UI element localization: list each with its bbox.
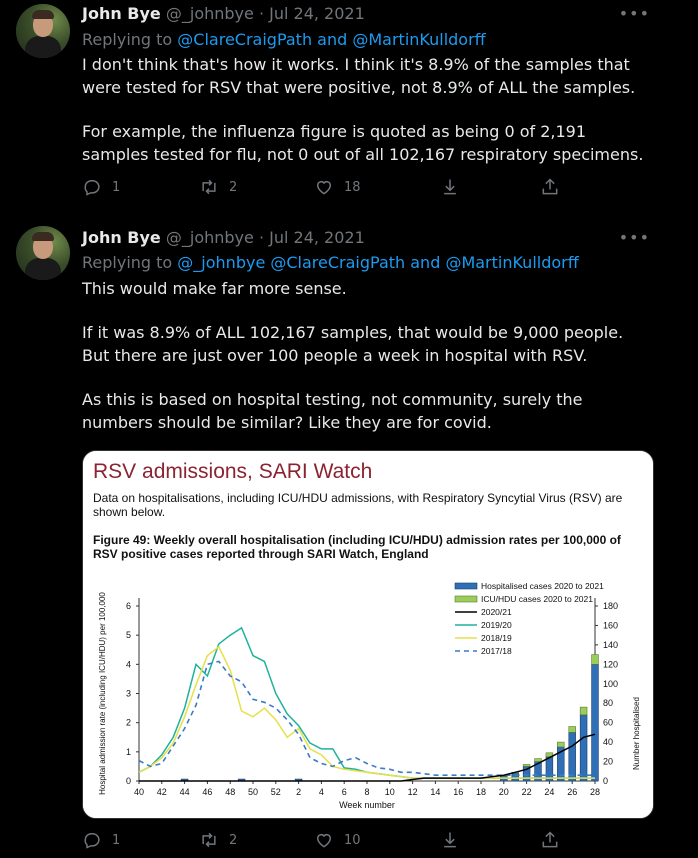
y-right-tick-label: 20 bbox=[603, 756, 614, 767]
x-tick-label: 6 bbox=[341, 787, 347, 797]
x-tick-label: 40 bbox=[133, 787, 145, 797]
heart-icon bbox=[314, 177, 334, 197]
replying-to bbox=[82, 30, 486, 50]
like-button[interactable] bbox=[314, 177, 361, 197]
y-left-tick-label: 0 bbox=[125, 776, 131, 786]
share-icon bbox=[540, 177, 560, 197]
y-left-tick-label: 5 bbox=[125, 630, 131, 641]
replying-to bbox=[82, 253, 579, 273]
x-tick-label: 12 bbox=[407, 787, 418, 797]
y-right-tick-label: 120 bbox=[603, 659, 619, 670]
x-tick-label: 26 bbox=[567, 787, 578, 797]
reply-bubble-icon bbox=[82, 830, 102, 850]
tweet-header bbox=[82, 4, 365, 24]
hospitalised-bar bbox=[512, 773, 519, 781]
x-tick-label: 16 bbox=[453, 787, 464, 797]
icu-bar bbox=[592, 655, 599, 665]
reply-bubble-icon bbox=[82, 177, 102, 197]
reply-button[interactable] bbox=[82, 177, 120, 197]
separator: · bbox=[253, 228, 270, 247]
figure-caption: Figure 49: Weekly overall hospitalisation (including ICU/HDU) admission rates per 100,000 of RSV positive cases reported through SARI Watch, England bbox=[93, 533, 621, 561]
legend-label: 2018/19 bbox=[481, 633, 512, 643]
avatar[interactable] bbox=[16, 4, 70, 58]
retweet-button[interactable] bbox=[199, 177, 237, 197]
more-horizontal-icon[interactable]: ••• bbox=[618, 4, 650, 23]
avatar[interactable] bbox=[16, 226, 70, 280]
tweet-date[interactable]: Jul 24, 2021 bbox=[269, 4, 365, 23]
tweet-text bbox=[82, 277, 652, 434]
retweet-button[interactable] bbox=[199, 830, 237, 850]
author-name[interactable]: John Bye bbox=[82, 228, 161, 247]
tweet-paragraph: If it was 8.9% of ALL 102,167 samples, that would be 9,000 people. But there are just over 100 people a week in hospital with RSV. bbox=[82, 323, 624, 365]
y-right-tick-label: 180 bbox=[603, 601, 619, 611]
y-left-axis-label: Hospital admission rate (including ICU/HDU) per 100,000 bbox=[98, 592, 107, 795]
icu-bar bbox=[535, 759, 542, 762]
x-tick-label: 14 bbox=[430, 787, 441, 797]
media-description-box bbox=[93, 491, 643, 527]
legend-label: Hospitalised cases 2020 to 2021 bbox=[481, 581, 604, 591]
y-left-tick-label: 6 bbox=[125, 601, 131, 611]
reply-count: 1 bbox=[112, 179, 121, 195]
author-handle[interactable]: @_johnbye bbox=[165, 4, 254, 23]
action-bar bbox=[82, 177, 562, 199]
y-left-tick-label: 1 bbox=[125, 746, 131, 757]
x-tick-label: 42 bbox=[156, 787, 167, 797]
hospitalised-bar bbox=[580, 715, 587, 781]
y-left-tick-label: 2 bbox=[125, 717, 131, 728]
tweet-image[interactable] bbox=[82, 450, 654, 819]
rsv-chart bbox=[83, 451, 653, 818]
x-axis-label: Week number bbox=[339, 800, 395, 810]
legend-label: 2019/20 bbox=[481, 620, 512, 630]
tweet-paragraph: As this is based on hospital testing, not community, surely the numbers should be similar? Like they are for covid. bbox=[82, 390, 583, 432]
tweet-paragraph: For example, the influenza figure is quoted as being 0 of 2,191 samples tested for flu, not 0 out of all 102,167 respiratory specimens. bbox=[82, 122, 644, 164]
like-button[interactable] bbox=[314, 830, 361, 850]
icu-bar bbox=[557, 742, 564, 747]
y-right-tick-label: 60 bbox=[603, 717, 614, 728]
like-count: 18 bbox=[344, 179, 361, 195]
tweet-text bbox=[82, 53, 652, 166]
x-tick-label: 50 bbox=[247, 787, 259, 797]
x-tick-label: 18 bbox=[475, 787, 487, 797]
hospitalised-bar bbox=[592, 664, 599, 781]
bookmark-arrow-icon bbox=[440, 177, 460, 197]
x-tick-label: 2 bbox=[296, 787, 302, 797]
reply-button[interactable] bbox=[82, 830, 120, 850]
y-right-tick-label: 140 bbox=[603, 639, 619, 650]
action-bar bbox=[82, 830, 562, 852]
heart-icon bbox=[314, 830, 334, 850]
more-horizontal-icon[interactable]: ••• bbox=[618, 228, 650, 247]
replying-prefix: Replying to bbox=[82, 30, 178, 49]
bookmark-button[interactable] bbox=[440, 830, 460, 850]
y-right-tick-label: 40 bbox=[603, 737, 614, 748]
retweet-count: 2 bbox=[229, 832, 238, 848]
replying-prefix: Replying to bbox=[82, 253, 178, 272]
x-tick-label: 28 bbox=[589, 787, 601, 797]
hospitalised-bar bbox=[569, 732, 576, 781]
y-left-tick-label: 4 bbox=[125, 659, 131, 670]
icu-bar bbox=[523, 764, 530, 766]
legend-label: 2017/18 bbox=[481, 646, 512, 656]
x-tick-label: 52 bbox=[270, 787, 281, 797]
x-tick-label: 48 bbox=[225, 787, 236, 797]
x-tick-label: 44 bbox=[179, 787, 190, 797]
legend-label: 2020/21 bbox=[481, 607, 512, 617]
share-button[interactable] bbox=[540, 830, 560, 850]
reply-count: 1 bbox=[112, 832, 121, 848]
y-right-tick-label: 80 bbox=[603, 698, 614, 709]
tweet-paragraph: I don't think that's how it works. I think it's 8.9% of the samples that were tested for RSV that were positive, not 8.9% of ALL the samples. bbox=[82, 55, 636, 97]
replying-mentions[interactable]: @ClareCraigPath and @MartinKulldorff bbox=[177, 30, 486, 49]
x-tick-label: 20 bbox=[498, 787, 509, 797]
tweet-date[interactable]: Jul 24, 2021 bbox=[269, 228, 365, 247]
y-right-tick-label: 160 bbox=[603, 620, 619, 631]
like-count: 10 bbox=[344, 832, 361, 848]
legend-swatch-hospitalised bbox=[455, 583, 477, 589]
media-description: Data on hospitalisations, including ICU/HDU admissions, with Respiratory Syncytial Virus (RSV) are shown below. bbox=[93, 491, 623, 519]
legend-label: ICU/HDU cases 2020 to 2021 bbox=[481, 594, 593, 604]
bookmark-button[interactable] bbox=[440, 177, 460, 197]
share-icon bbox=[540, 830, 560, 850]
x-tick-label: 4 bbox=[318, 787, 324, 797]
author-name[interactable]: John Bye bbox=[82, 4, 161, 23]
replying-mentions[interactable]: @_johnbye @ClareCraigPath and @MartinKulldorff bbox=[177, 253, 579, 272]
separator: · bbox=[253, 4, 270, 23]
bookmark-arrow-icon bbox=[440, 830, 460, 850]
icu-bar bbox=[569, 727, 576, 733]
tweet-paragraph: This would make far more sense. bbox=[82, 279, 347, 298]
x-tick-label: 10 bbox=[384, 787, 395, 797]
y-right-tick-label: 0 bbox=[603, 776, 609, 786]
y-right-tick-label: 100 bbox=[603, 678, 619, 689]
icu-bar bbox=[580, 707, 587, 715]
tweet-header bbox=[82, 228, 365, 248]
tweet-1[interactable] bbox=[0, 0, 698, 218]
x-tick-label: 22 bbox=[521, 787, 532, 797]
x-tick-label: 8 bbox=[364, 787, 370, 797]
share-button[interactable] bbox=[540, 177, 560, 197]
legend-swatch-icu bbox=[455, 596, 477, 602]
figure-caption-box bbox=[93, 533, 633, 567]
retweet-icon bbox=[199, 830, 219, 850]
x-tick-label: 24 bbox=[544, 787, 555, 797]
media-heading: RSV admissions, SARI Watch bbox=[93, 460, 373, 483]
y-right-axis-label: Number hospitalised bbox=[632, 697, 641, 770]
x-tick-label: 46 bbox=[202, 787, 213, 797]
y-left-tick-label: 3 bbox=[125, 688, 131, 699]
retweet-count: 2 bbox=[229, 179, 238, 195]
author-handle[interactable]: @_johnbye bbox=[165, 228, 254, 247]
retweet-icon bbox=[199, 177, 219, 197]
